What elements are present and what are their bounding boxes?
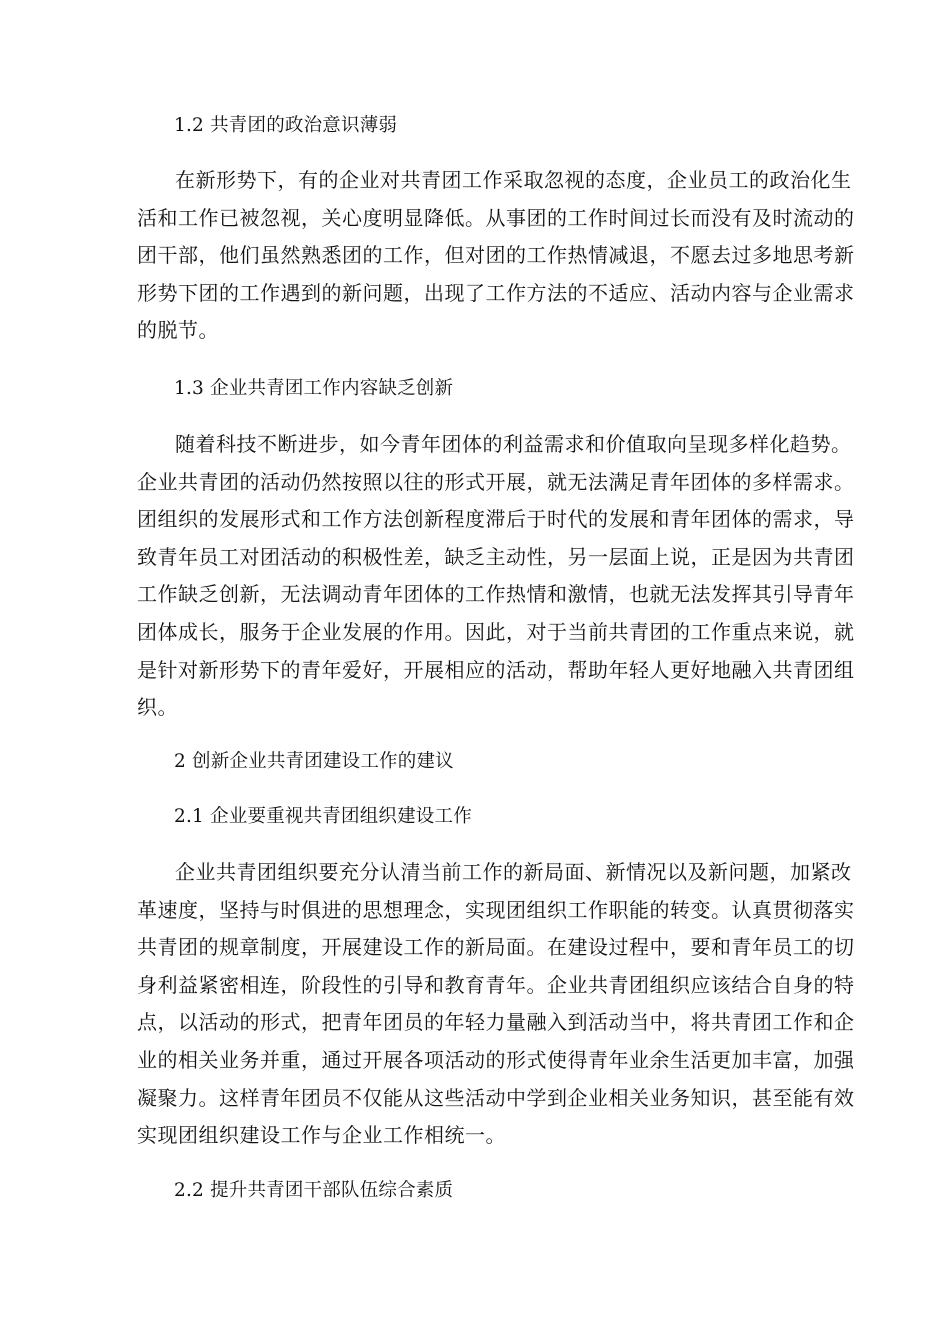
paragraph-line: 团干部，他们虽然熟悉团的工作，但对团的工作热情减退，不愿去过多地思考新 — [137, 243, 855, 268]
section-heading-1-2: 1.2 共青团的政治意识薄弱 — [174, 115, 398, 136]
paragraph-line: 的脱节。 — [137, 318, 219, 343]
paragraph-line: 形势下团的工作遇到的新问题，出现了工作方法的不适应、活动内容与企业需求 — [137, 280, 855, 305]
paragraph-line: 团组织的发展形式和工作方法创新程度滞后于时代的发展和青年团体的需求，导 — [137, 507, 855, 532]
paragraph-1-3 — [137, 430, 855, 731]
paragraph-line: 企业共青团的活动仍然按照以往的形式开展，就无法满足青年团体的多样需求。 — [137, 469, 855, 494]
paragraph-line: 身利益紧密相连，阶段性的引导和教育青年。企业共青团组织应该结合自身的特 — [137, 972, 855, 997]
paragraph-line: 工作缺乏创新，无法调动青年团体的工作热情和激情，也就无法发挥其引导青年 — [137, 582, 855, 607]
paragraph-line: 随着科技不断进步，如今青年团体的利益需求和价值取向呈现多样化趋势。 — [175, 432, 852, 456]
paragraph-line: 是针对新形势下的青年爱好，开展相应的活动，帮助年轻人更好地融入共青团组 — [137, 657, 855, 682]
paragraph-line: 企业共青团组织要充分认清当前工作的新局面、新情况以及新问题，加紧改 — [175, 860, 852, 884]
paragraph-line: 点，以活动的形式，把青年团员的年轻力量融入到活动当中，将共青团工作和企 — [137, 1010, 855, 1035]
paragraph-line: 凝聚力。这样青年团员不仅能从这些活动中学到企业相关业务知识，甚至能有效 — [137, 1085, 855, 1110]
paragraph-2-1 — [137, 858, 855, 1159]
paragraph-line: 革速度，坚持与时俱进的思想理念，实现团组织工作职能的转变。认真贯彻落实 — [137, 897, 855, 922]
paragraph-line: 在新形势下，有的企业对共青团工作采取忽视的态度，企业员工的政治化生 — [175, 168, 852, 192]
paragraph-line: 共青团的规章制度，开展建设工作的新局面。在建设过程中，要和青年员工的切 — [137, 935, 855, 960]
paragraph-line: 致青年员工对团活动的积极性差，缺乏主动性，另一层面上说，正是因为共青团 — [137, 544, 855, 569]
section-heading-2: 2 创新企业共青团建设工作的建议 — [174, 751, 454, 772]
paragraph-line: 活和工作已被忽视，关心度明显降低。从事团的工作时间过长而没有及时流动的 — [137, 205, 855, 230]
paragraph-line: 织。 — [137, 695, 178, 720]
paragraph-line: 实现团组织建设工作与企业工作相统一。 — [137, 1123, 506, 1148]
section-heading-2-2: 2.2 提升共青团干部队伍综合素质 — [174, 1180, 454, 1201]
paragraph-line: 团体成长，服务于企业发展的作用。因此，对于当前共青团的工作重点来说，就 — [137, 619, 855, 644]
paragraph-1-2 — [137, 166, 855, 354]
section-heading-1-3: 1.3 企业共青团工作内容缺乏创新 — [174, 378, 454, 399]
section-heading-2-1: 2.1 企业要重视共青团组织建设工作 — [174, 806, 472, 827]
paragraph-line: 业的相关业务并重，通过开展各项活动的形式使得青年业余生活更加丰富，加强 — [137, 1047, 855, 1072]
